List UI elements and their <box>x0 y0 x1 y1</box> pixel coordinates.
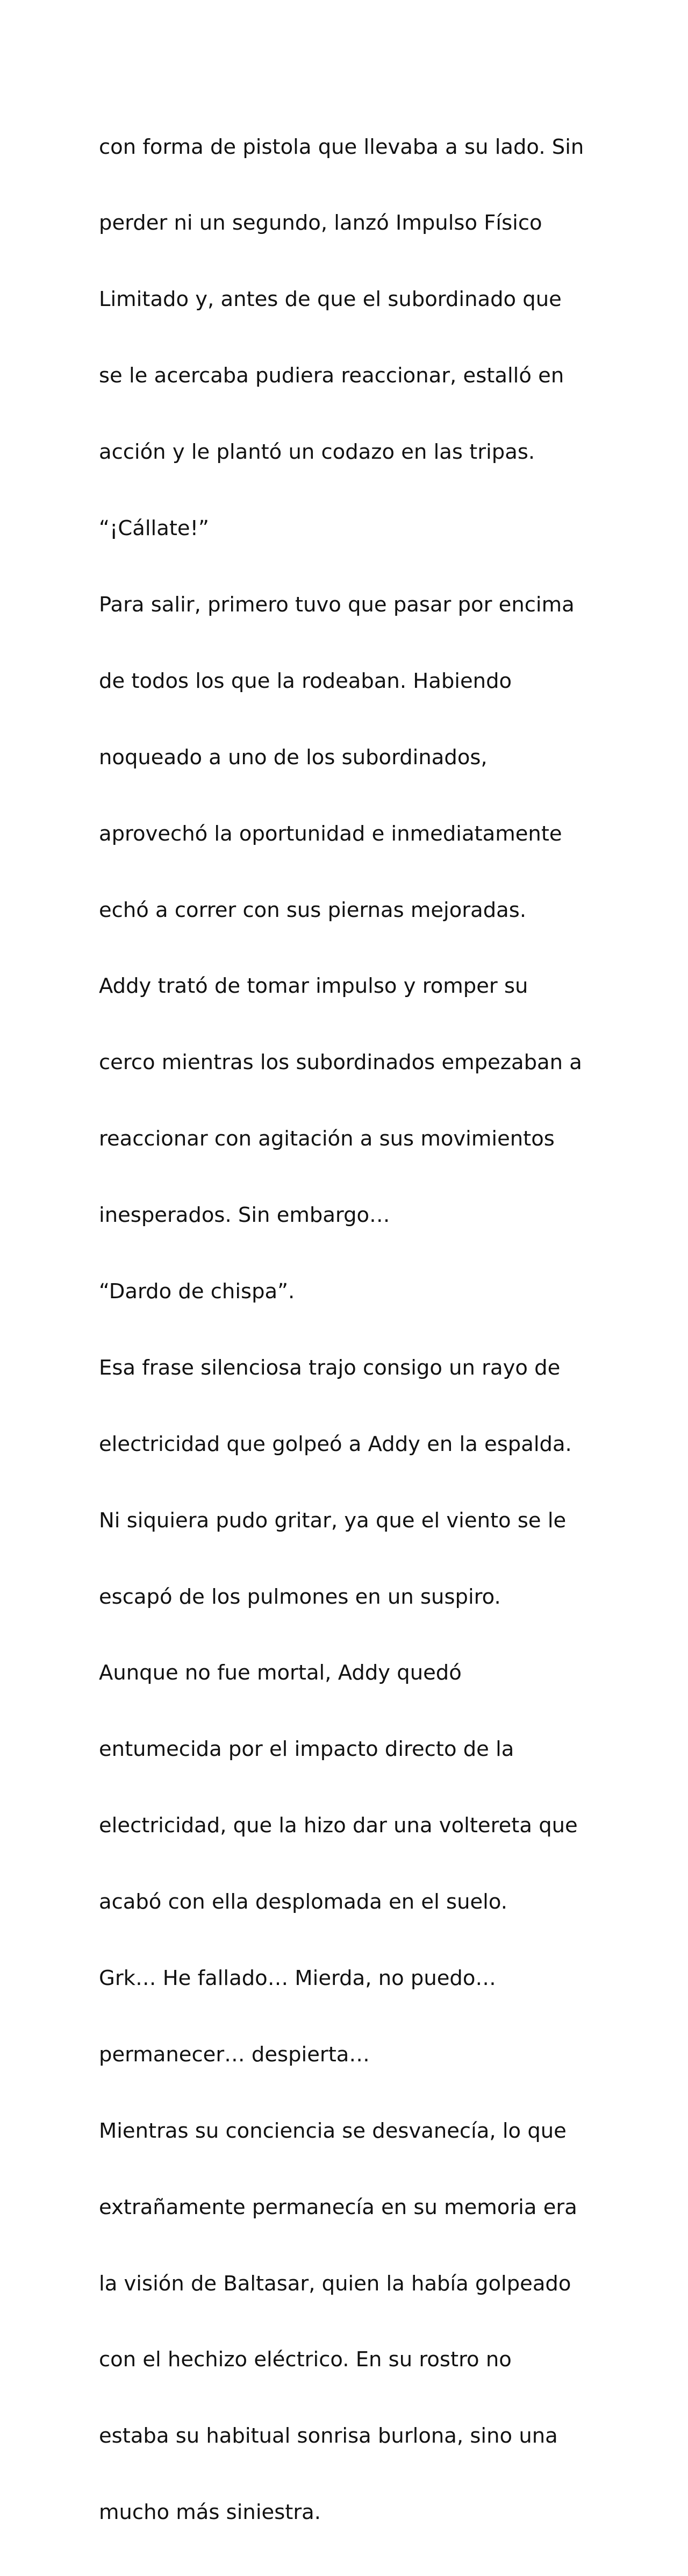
text-line: echó a correr con sus piernas mejoradas. <box>99 898 527 922</box>
body-text <box>99 83 610 2576</box>
text-line: estaba su habitual sonrisa burlona, sino una <box>99 2424 558 2449</box>
text-line: de todos los que la rodeaban. Habiendo <box>99 668 512 693</box>
text-line: electricidad, que la hizo dar una voltereta que <box>99 1813 578 1838</box>
text-line: escapó de los pulmones en un suspiro. <box>99 1584 501 1609</box>
text-line: “¡Cállate!” <box>99 516 210 541</box>
text-line: Esa frase silenciosa trajo consigo un rayo de <box>99 1355 561 1380</box>
text-line: entumecida por el impacto directo de la <box>99 1737 514 1762</box>
text-line: electricidad que golpeó a Addy en la espalda. <box>99 1432 572 1456</box>
text-line: cerco mientras los subordinados empezaban a <box>99 1050 582 1075</box>
text-line: la visión de Baltasar, quien la había golpeado <box>99 2271 571 2296</box>
text-line: aprovechó la oportunidad e inmediatamente <box>99 821 562 846</box>
text-line: acabó con ella desplomada en el suelo. <box>99 1890 507 1915</box>
text-line: Addy trató de tomar impulso y romper su <box>99 974 528 999</box>
text-line: acción y le plantó un codazo en las tripas. <box>99 440 535 465</box>
text-line: noqueado a uno de los subordinados, <box>99 745 488 770</box>
text-line: “Dardo de chispa”. <box>99 1279 295 1304</box>
text-line: con forma de pistola que llevaba a su lado. Sin <box>99 134 584 159</box>
text-line: Limitado y, antes de que el subordinado que <box>99 287 562 312</box>
text-line: Grk… He fallado… Mierda, no puedo… <box>99 1966 496 1990</box>
text-line: perder ni un segundo, lanzó Impulso Físico <box>99 211 542 236</box>
text-line: con el hechizo eléctrico. En su rostro no <box>99 2347 512 2372</box>
text-line: Aunque no fue mortal, Addy quedó <box>99 1661 462 1685</box>
text-line: permanecer… despierta… <box>99 2042 370 2067</box>
text-line: Mientras su conciencia se desvanecía, lo que <box>99 2118 567 2143</box>
text-line: Ni siquiera pudo gritar, ya que el viento se le <box>99 1508 567 1533</box>
text-line: mucho más siniestra. <box>99 2500 321 2525</box>
text-line: extrañamente permanecía en su memoria era <box>99 2195 577 2219</box>
text-line: se le acercaba pudiera reaccionar, estalló en <box>99 364 564 388</box>
text-line: Para salir, primero tuvo que pasar por encima <box>99 592 575 617</box>
text-line: reaccionar con agitación a sus movimientos <box>99 1127 555 1151</box>
text-line: inesperados. Sin embargo… <box>99 1203 390 1228</box>
